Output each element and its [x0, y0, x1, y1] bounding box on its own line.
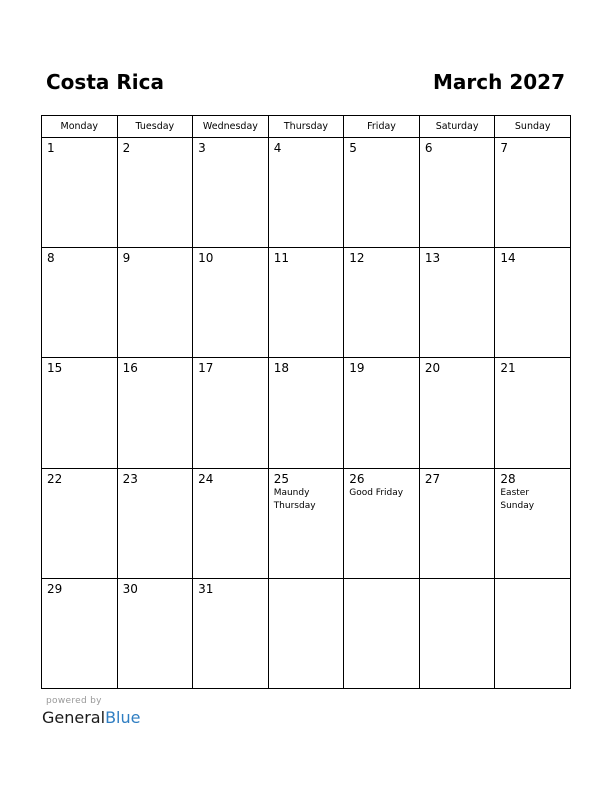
day-cell	[419, 248, 495, 358]
day-number: 8	[47, 251, 55, 266]
day-number: 17	[198, 361, 214, 376]
weekday-header-wednesday: Wednesday	[193, 116, 269, 138]
day-number: 5	[349, 141, 357, 155]
day-number: 1	[47, 141, 55, 155]
day-cell	[117, 248, 193, 358]
day-number: 20	[424, 361, 441, 376]
day-number: 7	[500, 141, 509, 155]
day-cell	[268, 468, 344, 578]
logo-text-general: General	[42, 708, 106, 727]
day-cell	[193, 468, 269, 578]
holiday-label: Maundy Thursday	[273, 487, 316, 511]
day-cell	[495, 358, 571, 468]
day-cell	[42, 358, 118, 468]
day-number: 30	[122, 581, 138, 596]
day-cell	[42, 578, 118, 688]
day-number: 18	[273, 361, 289, 376]
day-cell	[344, 578, 420, 688]
day-number: 25	[273, 471, 289, 486]
day-cell	[268, 138, 344, 248]
day-cell	[193, 248, 269, 358]
day-number: 27	[424, 471, 441, 486]
day-cell	[117, 138, 193, 248]
weekday-header-tuesday: Tuesday	[117, 116, 193, 138]
weekday-header-thursday: Thursday	[268, 116, 344, 138]
day-cell	[42, 468, 118, 578]
day-number: 2	[122, 141, 131, 155]
day-number: 24	[198, 471, 214, 486]
day-number: 6	[424, 141, 433, 155]
week-row	[42, 358, 571, 468]
day-cell	[268, 358, 344, 468]
day-cell	[42, 248, 118, 358]
day-number: 31	[198, 581, 214, 596]
day-cell	[419, 138, 495, 248]
day-cell	[344, 468, 420, 578]
day-cell	[419, 578, 495, 688]
day-cell	[419, 468, 495, 578]
day-number: 10	[198, 251, 214, 266]
month-title: March 2027	[433, 70, 565, 94]
weekday-header-saturday: Saturday	[419, 116, 495, 138]
day-number: 11	[273, 251, 289, 266]
week-row	[42, 468, 571, 578]
weekday-header-monday: Monday	[42, 116, 118, 138]
day-cell	[42, 138, 118, 248]
week-row	[42, 138, 571, 248]
day-cell	[495, 578, 571, 688]
day-number: 9	[122, 251, 131, 266]
day-number: 15	[47, 361, 63, 376]
day-cell	[117, 578, 193, 688]
day-cell	[344, 358, 420, 468]
day-cell	[344, 138, 420, 248]
calendar-grid	[41, 115, 571, 689]
day-number: 12	[349, 251, 365, 266]
day-cell	[419, 358, 495, 468]
generalblue-logo	[42, 708, 140, 727]
weekday-header-sunday: Sunday	[495, 116, 571, 138]
holiday-label: Good Friday	[349, 487, 404, 498]
day-cell	[193, 578, 269, 688]
weekday-header-row	[42, 116, 571, 138]
day-number: 4	[273, 141, 282, 155]
powered-by-label: powered by	[46, 696, 102, 706]
day-cell	[344, 248, 420, 358]
day-number: 13	[424, 251, 441, 266]
day-number: 19	[349, 361, 365, 376]
day-number: 29	[47, 581, 63, 596]
day-number: 23	[122, 471, 138, 486]
day-number: 3	[198, 141, 206, 155]
day-number: 28	[500, 471, 516, 486]
day-cell	[268, 578, 344, 688]
day-number: 16	[122, 361, 138, 376]
day-cell	[117, 468, 193, 578]
day-number: 14	[500, 251, 516, 266]
day-cell	[193, 358, 269, 468]
day-cell	[495, 468, 571, 578]
day-cell	[495, 248, 571, 358]
country-title: Costa Rica	[46, 70, 164, 94]
day-number: 26	[349, 471, 365, 486]
day-cell	[193, 138, 269, 248]
holiday-label: Easter Sunday	[500, 487, 535, 511]
week-row	[42, 578, 571, 688]
day-number: 22	[47, 471, 63, 486]
day-cell	[495, 138, 571, 248]
day-number: 21	[500, 361, 516, 376]
weekday-header-friday: Friday	[344, 116, 420, 138]
day-cell	[117, 358, 193, 468]
day-cell	[268, 248, 344, 358]
logo-text-blue: Blue	[105, 708, 141, 727]
week-row	[42, 248, 571, 358]
